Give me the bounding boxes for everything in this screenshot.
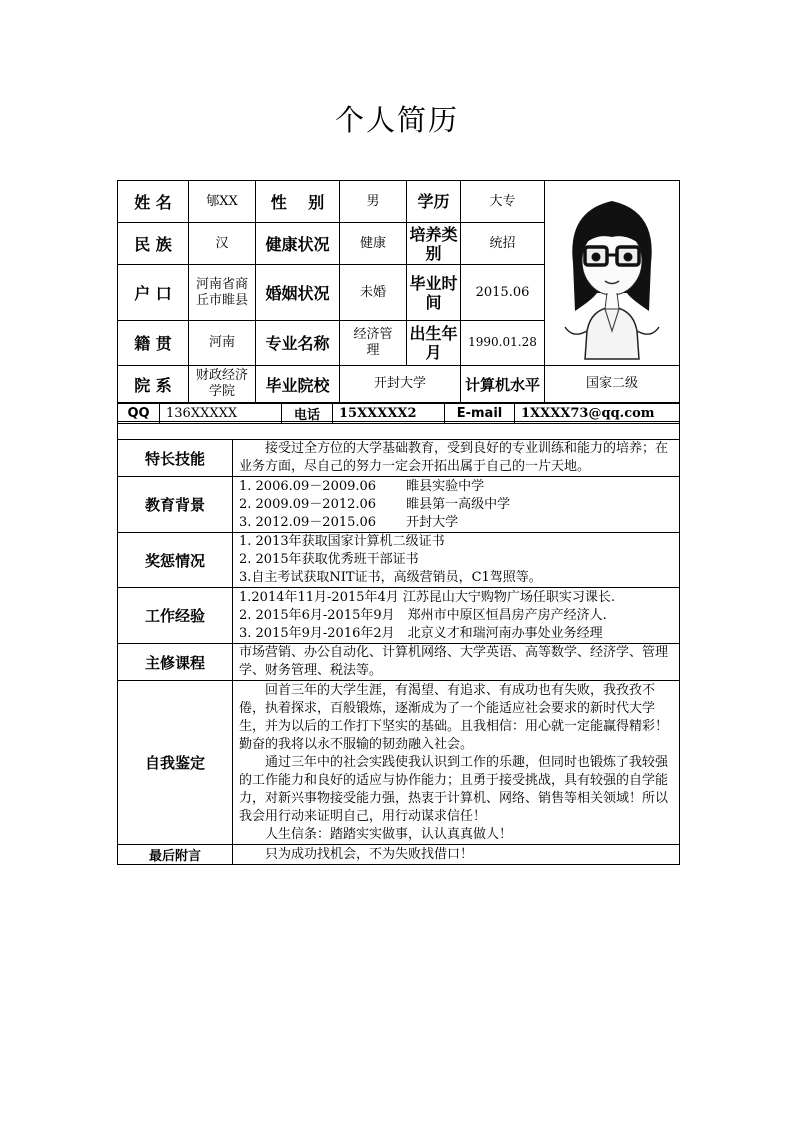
health-label: 健康状况 bbox=[256, 223, 340, 265]
birth-value: 1990.01.28 bbox=[461, 320, 545, 365]
ethnic-label: 民 族 bbox=[118, 223, 189, 265]
last-note-label: 最后附言 bbox=[118, 845, 233, 865]
health-value: 健康 bbox=[340, 223, 407, 265]
name-value: 郇XX bbox=[189, 181, 256, 223]
grad-time-label: 毕业时间 bbox=[407, 265, 461, 320]
school-value: 开封大学 bbox=[340, 366, 461, 403]
computer-label: 计算机水平 bbox=[461, 366, 545, 403]
train-label: 培养类别 bbox=[407, 223, 461, 265]
dept-label: 院 系 bbox=[118, 366, 189, 403]
list-item: 1. 2006.09－2009.06 睢县实验中学 bbox=[239, 478, 485, 494]
self-eval-label: 自我鉴定 bbox=[118, 681, 233, 845]
list-item: 1. 2013年获取国家计算机二级证书 bbox=[239, 534, 445, 549]
edu-label: 学历 bbox=[407, 181, 461, 223]
marital-label: 婚姻状况 bbox=[256, 265, 340, 320]
basic-info-table bbox=[117, 180, 680, 403]
grad-time-value: 2015.06 bbox=[461, 265, 545, 320]
education-label: 教育背景 bbox=[118, 477, 233, 533]
skills-label: 特长技能 bbox=[118, 440, 233, 477]
school-label: 毕业院校 bbox=[256, 366, 340, 403]
awards-list bbox=[233, 533, 680, 588]
details-table bbox=[117, 421, 680, 865]
list-item: 2. 2009.09－2012.06 睢县第一高级中学 bbox=[239, 496, 511, 512]
qq-value: 136XXXXX bbox=[160, 404, 282, 424]
hukou-label: 户 口 bbox=[118, 265, 189, 320]
ethnic-value: 汉 bbox=[189, 223, 256, 265]
work-list bbox=[233, 588, 680, 644]
list-item: 2. 2015年获取优秀班干部证书 bbox=[239, 552, 419, 567]
qq-label: QQ bbox=[118, 404, 160, 424]
last-note-text: 只为成功找机会，不为失败找借口！ bbox=[233, 845, 680, 865]
origin-value: 河南 bbox=[189, 320, 256, 365]
major-label: 专业名称 bbox=[256, 320, 340, 365]
name-label: 姓 名 bbox=[118, 181, 189, 223]
list-item: 3. 2015年9月-2016年2月 北京义才和瑞河南办事处业务经理 bbox=[239, 625, 603, 641]
gender-label: 性 别 bbox=[256, 181, 340, 223]
list-item: 1.2014年11月-2015年4月 江苏昆山大宁购物广场任职实习课长. bbox=[239, 589, 616, 605]
train-value: 统招 bbox=[461, 223, 545, 265]
courses-label: 主修课程 bbox=[118, 644, 233, 681]
dept-value: 财政经济学院 bbox=[189, 366, 256, 403]
courses-text: 市场营销、办公自动化、计算机网络、大学英语、高等数学、经济学、管理学、财务管理、税法等。 bbox=[233, 644, 680, 681]
awards-label: 奖惩情况 bbox=[118, 533, 233, 588]
page-title: 个人简历 bbox=[334, 103, 459, 137]
birth-label: 出生年月 bbox=[407, 320, 461, 365]
skills-text: 接受过全方位的大学基础教育，受到良好的专业训练和能力的培养；在业务方面，尽自己的努力一定会开拓出属于自己的一片天地。 bbox=[233, 440, 680, 477]
hukou-value: 河南省商丘市睢县 bbox=[189, 265, 256, 320]
self-eval-paragraph: 人生信条：踏踏实实做事，认认真真做人！ bbox=[265, 826, 513, 842]
computer-value: 国家二级 bbox=[545, 366, 680, 403]
profile-photo bbox=[545, 181, 680, 366]
phone-value: 15XXXXX2 bbox=[333, 404, 445, 424]
email-label: E-mail bbox=[445, 404, 515, 424]
work-label: 工作经验 bbox=[118, 588, 233, 644]
self-eval-text bbox=[233, 681, 680, 845]
email-value: 1XXXX73@qq.com bbox=[515, 404, 680, 424]
cartoon-avatar-icon bbox=[547, 181, 677, 361]
education-list bbox=[233, 477, 680, 533]
blank-row bbox=[118, 422, 680, 440]
list-item: 2. 2015年6月-2015年9月 郑州市中原区恒昌房产房产经济人. bbox=[239, 607, 607, 623]
gender-value: 男 bbox=[340, 181, 407, 223]
phone-label: 电话 bbox=[282, 404, 333, 424]
origin-label: 籍 贯 bbox=[118, 320, 189, 365]
self-eval-paragraph: 通过三年中的社会实践使我认识到工作的乐趣，但同时也锻炼了我较强的工作能力和良好的适应与协作能力；且勇于接受挑战，具有较强的自学能力，对新兴事物接受能力强，热衷于计算机、网络、销售等相关领域！所以我会用行动来证明自己，用行动谋求信任！ bbox=[239, 754, 669, 824]
major-value: 经济管理 bbox=[340, 320, 407, 365]
list-item: 3.自主考试获取NIT证书，高级营销员，C1驾照等。 bbox=[239, 570, 542, 585]
self-eval-paragraph: 回首三年的大学生涯，有渴望、有追求、有成功也有失败，我孜孜不倦，执着探求，百般锻炼，逐渐成为了一个能适应社会要求的新时代大学生，并为以后的工作打下坚实的基础。且我相信：用心就一定能赢得精彩！勤奋的我将以永不服输的韧劲融入社会。 bbox=[239, 682, 669, 752]
edu-value: 大专 bbox=[461, 181, 545, 223]
marital-value: 未婚 bbox=[340, 265, 407, 320]
list-item: 3. 2012.09－2015.06 开封大学 bbox=[239, 514, 459, 530]
